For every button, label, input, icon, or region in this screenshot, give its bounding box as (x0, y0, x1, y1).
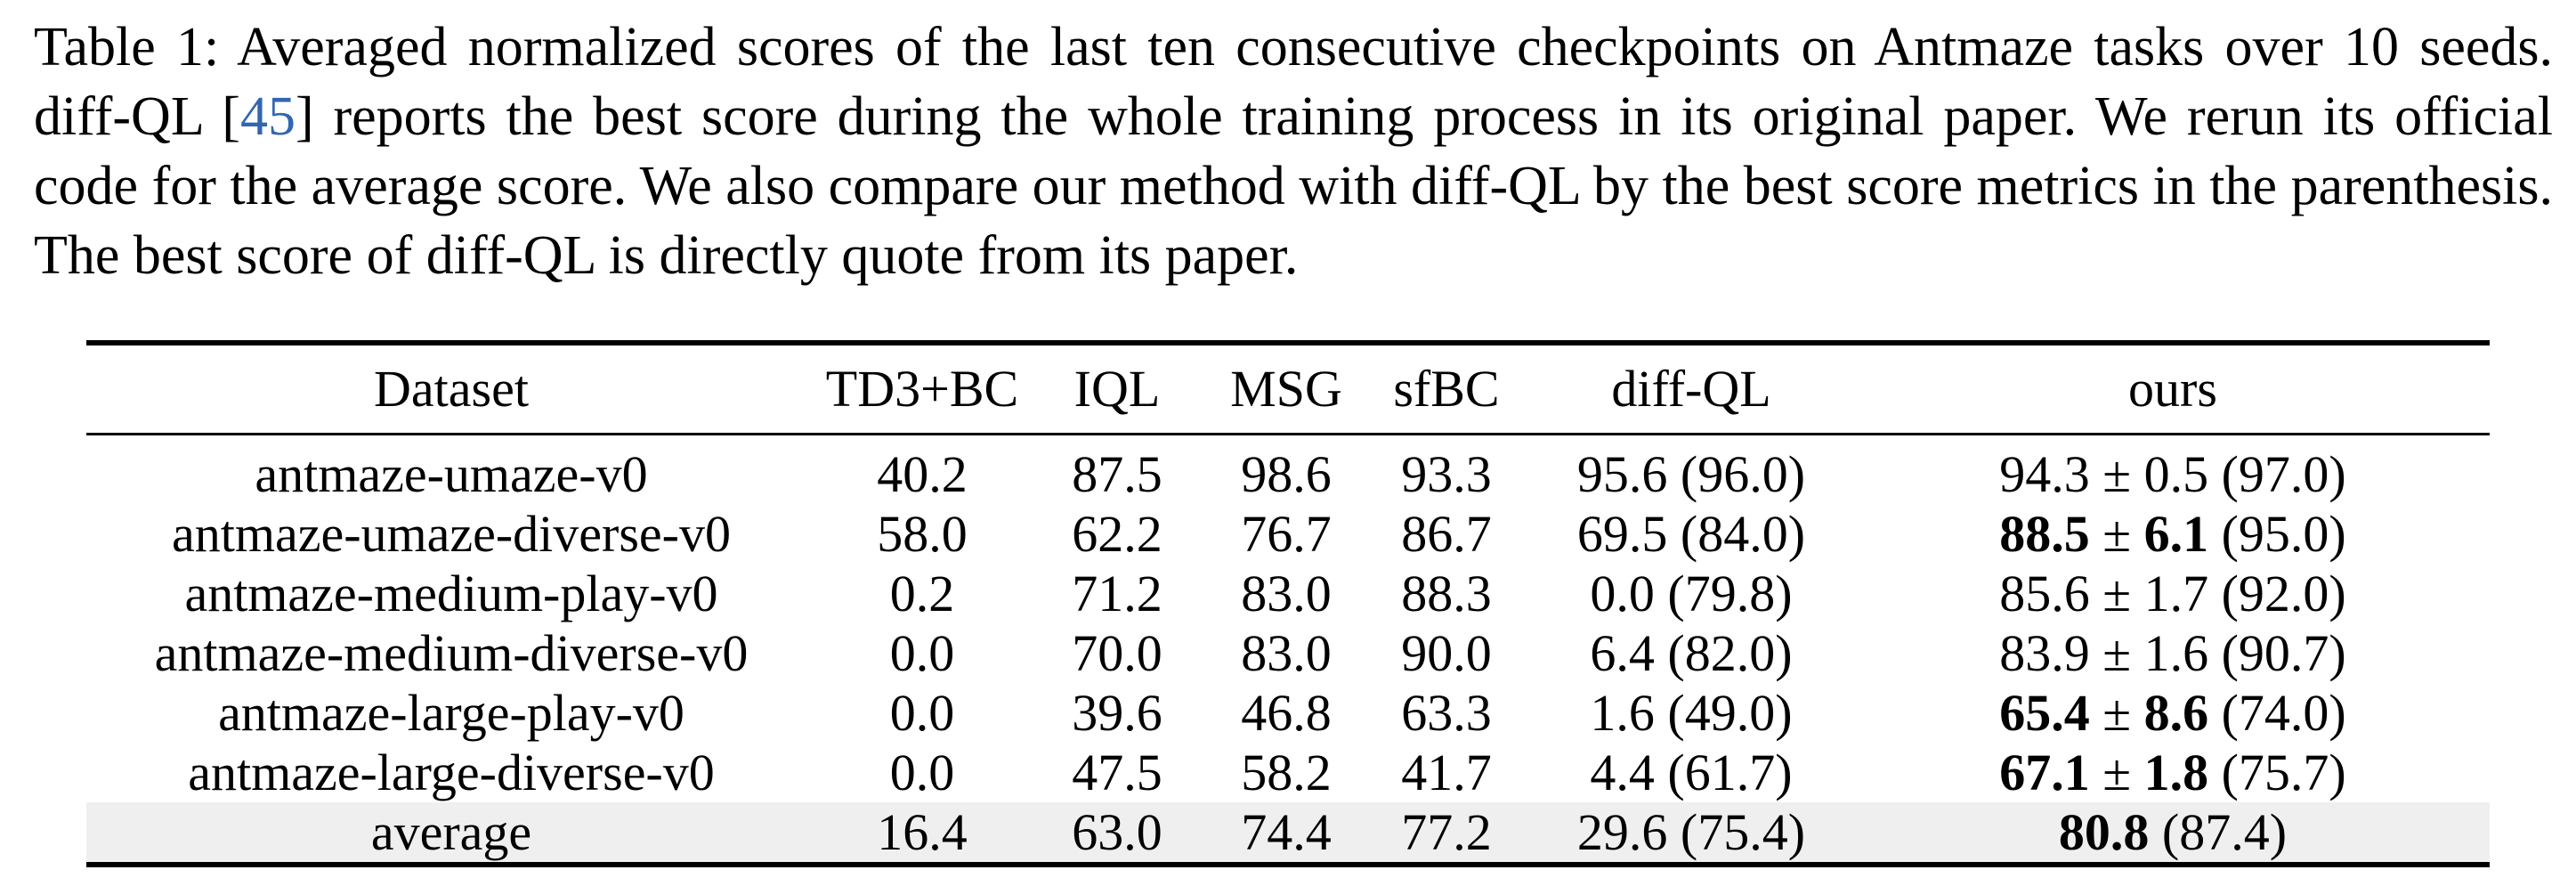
dataset-cell: antmaze-medium-play-v0 (184, 564, 718, 622)
citation-link[interactable]: 45 (239, 86, 296, 147)
plus-minus: ± (2102, 504, 2132, 563)
sfbc-cell: 86.7 (1401, 504, 1492, 563)
diffql-cell: 6.4 (82.0) (1590, 623, 1793, 682)
td3bc-cell: 0.0 (889, 623, 955, 682)
header-iql: IQL (1073, 360, 1161, 419)
header-sfbc: sfBC (1393, 360, 1500, 419)
td3bc-cell: 0.0 (889, 683, 955, 742)
td3bc-cell: 0.2 (889, 564, 955, 622)
ours-cell (1856, 623, 2490, 683)
average-row (86, 802, 2490, 865)
plus-minus: ± (2102, 683, 2132, 742)
dataset-cell: antmaze-umaze-v0 (255, 444, 648, 503)
table-row (86, 743, 2490, 802)
iql-cell: 70.0 (1072, 623, 1162, 682)
plus-minus: ± (2102, 564, 2132, 622)
ours-mean: 94.3 (1999, 444, 2090, 503)
ours-std: 1.8 (2143, 743, 2209, 801)
ours-cell (1856, 743, 2490, 802)
header-dataset: Dataset (374, 360, 529, 419)
dataset-cell: antmaze-umaze-diverse-v0 (172, 504, 731, 563)
ours-best: (87.4) (2161, 802, 2288, 861)
td3bc-cell: 58.0 (877, 504, 968, 563)
ours-std: 0.5 (2143, 444, 2209, 503)
table-row (86, 683, 2490, 743)
ours-best: (74.0) (2221, 683, 2346, 742)
iql-cell: 39.6 (1072, 683, 1162, 742)
ours-mean: 88.5 (1999, 504, 2090, 563)
plus-minus: ± (2102, 743, 2132, 801)
ours-mean: 80.8 (2058, 802, 2150, 861)
msg-cell: 46.8 (1241, 683, 1332, 742)
ours-best: (97.0) (2221, 444, 2346, 503)
diffql-cell: 29.6 (75.4) (1527, 802, 1856, 865)
header-row (86, 343, 2490, 434)
plus-minus: ± (2102, 444, 2132, 503)
header-td3bc: TD3+BC (825, 360, 1019, 419)
header-msg: MSG (1230, 360, 1342, 419)
ours-cell (1856, 434, 2490, 504)
table-caption (34, 12, 2553, 290)
ours-cell (1856, 802, 2490, 865)
header-ours: ours (2128, 360, 2217, 419)
td3bc-cell: 0.0 (889, 743, 955, 801)
sfbc-cell: 63.3 (1401, 683, 1492, 742)
sfbc-cell: 77.2 (1366, 802, 1527, 865)
sfbc-cell: 93.3 (1401, 444, 1492, 503)
iql-cell: 47.5 (1072, 743, 1162, 801)
table-row (86, 504, 2490, 564)
caption-text-end: ] reports the best score during the whole training process in its original paper. We rerun its official code for the average score. We also compare our method with diff-QL by the best score metrics in the parenthesis. The best score of diff-QL is directly quote from its paper. (34, 86, 2553, 286)
ours-std: 6.1 (2143, 504, 2209, 563)
ours-cell (1856, 564, 2490, 623)
diffql-cell: 69.5 (84.0) (1576, 504, 1806, 563)
ours-mean: 85.6 (1999, 564, 2090, 622)
dataset-cell: antmaze-large-diverse-v0 (188, 743, 715, 801)
td3bc-cell: 40.2 (877, 444, 968, 503)
ours-mean: 83.9 (1999, 623, 2090, 682)
sfbc-cell: 90.0 (1401, 623, 1492, 682)
diffql-cell: 0.0 (79.8) (1590, 564, 1793, 622)
msg-cell: 98.6 (1241, 444, 1332, 503)
ours-mean: 67.1 (1999, 743, 2090, 801)
ours-cell (1856, 504, 2490, 564)
ours-best: (95.0) (2221, 504, 2346, 563)
msg-cell: 74.4 (1206, 802, 1366, 865)
ours-std: 1.7 (2143, 564, 2209, 622)
caption-text-start: Table 1: Averaged normalized scores of the last ten consecutive checkpoints on Antmaze tasks over 10 seeds. diff-QL [ (34, 17, 2553, 147)
ours-best: (90.7) (2221, 623, 2346, 682)
header-diffql: diff-QL (1611, 360, 1771, 419)
ours-best: (92.0) (2221, 564, 2346, 622)
msg-cell: 83.0 (1241, 564, 1332, 622)
diffql-cell: 95.6 (96.0) (1576, 444, 1806, 503)
dataset-cell: antmaze-medium-diverse-v0 (154, 623, 749, 682)
msg-cell: 83.0 (1241, 623, 1332, 682)
dataset-cell: average (86, 802, 816, 865)
msg-cell: 76.7 (1241, 504, 1332, 563)
ours-std: 1.6 (2143, 623, 2209, 682)
diffql-cell: 1.6 (49.0) (1590, 683, 1793, 742)
iql-cell: 63.0 (1028, 802, 1206, 865)
table-row (86, 434, 2490, 504)
diffql-cell: 4.4 (61.7) (1590, 743, 1793, 801)
table-row (86, 564, 2490, 623)
dataset-cell: antmaze-large-play-v0 (218, 683, 685, 742)
ours-best: (75.7) (2221, 743, 2346, 801)
iql-cell: 87.5 (1072, 444, 1162, 503)
ours-mean: 65.4 (1999, 683, 2090, 742)
msg-cell: 58.2 (1241, 743, 1332, 801)
ours-cell (1856, 683, 2490, 743)
iql-cell: 62.2 (1072, 504, 1162, 563)
table-row (86, 623, 2490, 683)
ours-std: 8.6 (2143, 683, 2209, 742)
plus-minus: ± (2102, 623, 2132, 682)
iql-cell: 71.2 (1072, 564, 1162, 622)
td3bc-cell: 16.4 (816, 802, 1028, 865)
sfbc-cell: 41.7 (1401, 743, 1492, 801)
antmaze-results-table (86, 340, 2490, 867)
sfbc-cell: 88.3 (1401, 564, 1492, 622)
